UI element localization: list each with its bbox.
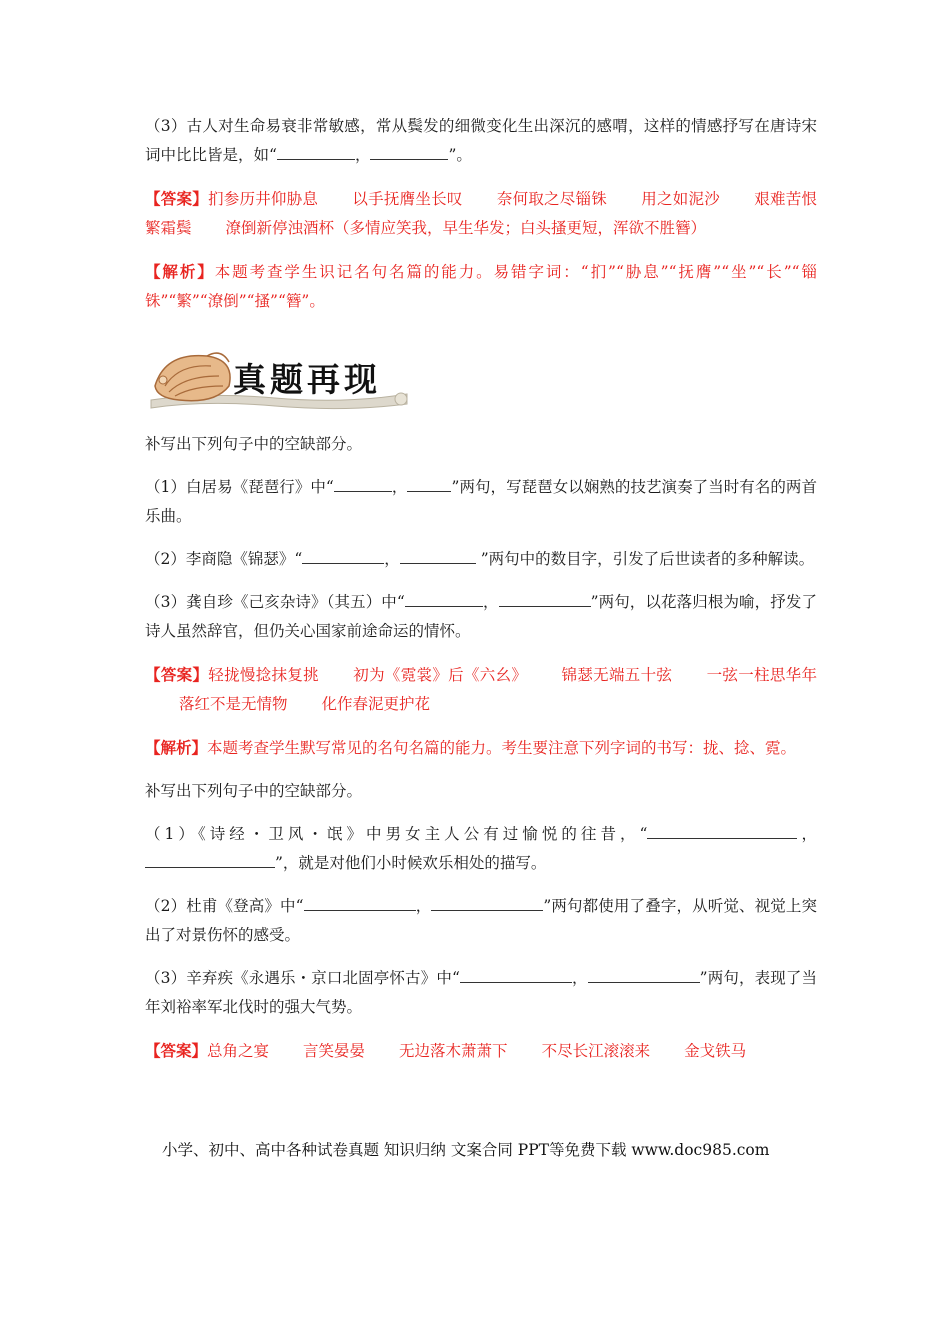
answer-blank <box>588 965 700 983</box>
analysis-tag: 【解析】 <box>145 262 215 281</box>
answer-item: 落红不是无情物 <box>179 695 288 713</box>
answer-item: 无边落木萧萧下 <box>399 1042 508 1060</box>
answer-item: 用之如泥沙 <box>641 190 720 208</box>
question-text: （3）辛弃疾《永遇乐・京口北固亭怀古》中“ <box>145 969 460 987</box>
analysis-tag: 【解析】 <box>145 738 208 757</box>
analysis-text: 本题考查学生默写常见的名句名篇的能力。考生要注意下列字词的书写：拢、捻、霓。 <box>207 739 797 757</box>
question-text: （3）古人对生命易衰非常敏感，常从鬓发的细微变化生出深沉的感喟，这样的情感抒写在唐诗宋词中比比皆是，如“ <box>145 117 817 164</box>
answer-item: 扪参历井仰胁息 <box>207 190 319 208</box>
question-text: （1）白居易《琵琶行》中“ <box>145 478 334 496</box>
answer-blank <box>431 893 543 911</box>
comma: ， <box>391 478 408 496</box>
comma: ， <box>384 550 400 568</box>
answer-blank <box>407 474 451 492</box>
answer-blank <box>499 589 591 607</box>
question-text: ”两句都使用了叠字，从听觉、视觉上突出了对景伤怀的感受。 <box>145 897 817 944</box>
question-2 <box>145 545 817 574</box>
answer-item: 奈何取之尽锱铢 <box>496 190 608 208</box>
answer-item: 金戈铁马 <box>684 1042 747 1060</box>
question-text: ”两句中的数目字，引发了后世读者的多种解读。 <box>475 550 815 568</box>
section-title: 真题再现 <box>233 360 381 399</box>
answer-item: 艰难苦恨繁霜鬓 <box>145 190 817 237</box>
question-text: （2）李商隐《锦瑟》“ <box>145 550 303 568</box>
page-footer: 小学、初中、高中各种试卷真题 知识归纳 文案合同 PPT等免费下载 www.doc985.com <box>162 1141 770 1159</box>
instruction-text: 补写出下列句子中的空缺部分。 <box>145 435 363 453</box>
answer-item: 言笑晏晏 <box>303 1042 366 1060</box>
analysis-paragraph <box>145 257 817 316</box>
question-text: （1）《诗经・卫风・氓》中男女主人公有过愉悦的往昔，“ <box>145 825 648 843</box>
answer-item: 总角之宴 <box>207 1042 270 1060</box>
answer-blank <box>647 821 797 839</box>
question-text: ”。 <box>448 146 472 164</box>
question-text: （3）龚自珍《己亥杂诗》（其五）中“ <box>145 593 405 611</box>
answer-blank <box>460 965 572 983</box>
answer-item: 初为《霓裳》后《六幺》 <box>352 666 528 684</box>
question-1 <box>145 820 817 878</box>
answer-tag: 【答案】 <box>145 189 208 208</box>
answer-paragraph <box>145 1036 817 1066</box>
comma: ， <box>571 969 588 987</box>
question-text: ”，就是对他们小时候欢乐相处的描写。 <box>275 854 547 872</box>
answer-tag: 【答案】 <box>145 665 209 684</box>
comma: ， <box>482 593 499 611</box>
instruction-text: 补写出下列句子中的空缺部分。 <box>145 782 363 800</box>
answer-item: 化作春泥更护花 <box>321 695 431 713</box>
answer-item: 不尽长江滚滚来 <box>541 1042 651 1060</box>
question-text: （2）杜甫《登高》中“ <box>145 897 304 915</box>
answer-blank <box>145 850 275 868</box>
answer-blank <box>334 474 392 492</box>
answer-paragraph <box>145 184 817 243</box>
answer-item: 潦倒新停浊酒杯（多情应笑我，早生华发；白头搔更短，浑欲不胜簪） <box>225 219 707 237</box>
answer-blank <box>302 546 384 564</box>
comma: ， <box>354 146 371 164</box>
answer-item: 以手抚膺坐长叹 <box>352 190 463 208</box>
question-2 <box>145 892 817 950</box>
question-3 <box>145 112 817 170</box>
answer-item: 轻拢慢捻抹复挑 <box>208 666 319 684</box>
answer-blank <box>277 142 355 160</box>
document-body <box>145 112 817 1080</box>
question-1 <box>145 473 817 531</box>
comma: ， <box>415 897 432 915</box>
analysis-text: 本题考查学生识记名句名篇的能力。易错字词：“扪”“胁息”“抚膺”“坐”“长”“锱铢”“繁”“潦倒”“搔”“簪”。 <box>145 263 817 310</box>
question-3 <box>145 964 817 1022</box>
question-text: ”两句，写琵琶女以娴熟的技艺演奏了当时有名的两首乐曲。 <box>145 478 817 525</box>
question-text: ”两句，以花落归根为喻，抒发了诗人虽然辞官，但仍关心国家前途命运的情怀。 <box>145 593 817 640</box>
comma: ， <box>797 825 817 843</box>
answer-item: 一弦一柱思华年 <box>706 666 817 684</box>
answer-item: 锦瑟无端五十弦 <box>561 666 673 684</box>
answer-paragraph <box>145 660 817 719</box>
answer-blank <box>405 589 483 607</box>
question-text: ”两句，表现了当年刘裕率军北伐时的强大气势。 <box>145 969 817 1016</box>
question-3 <box>145 588 817 646</box>
answer-blank <box>400 546 476 564</box>
analysis-paragraph <box>145 733 817 763</box>
answer-blank <box>304 893 416 911</box>
section-banner <box>145 342 415 414</box>
answer-tag: 【答案】 <box>145 1041 208 1060</box>
answer-blank <box>370 142 448 160</box>
